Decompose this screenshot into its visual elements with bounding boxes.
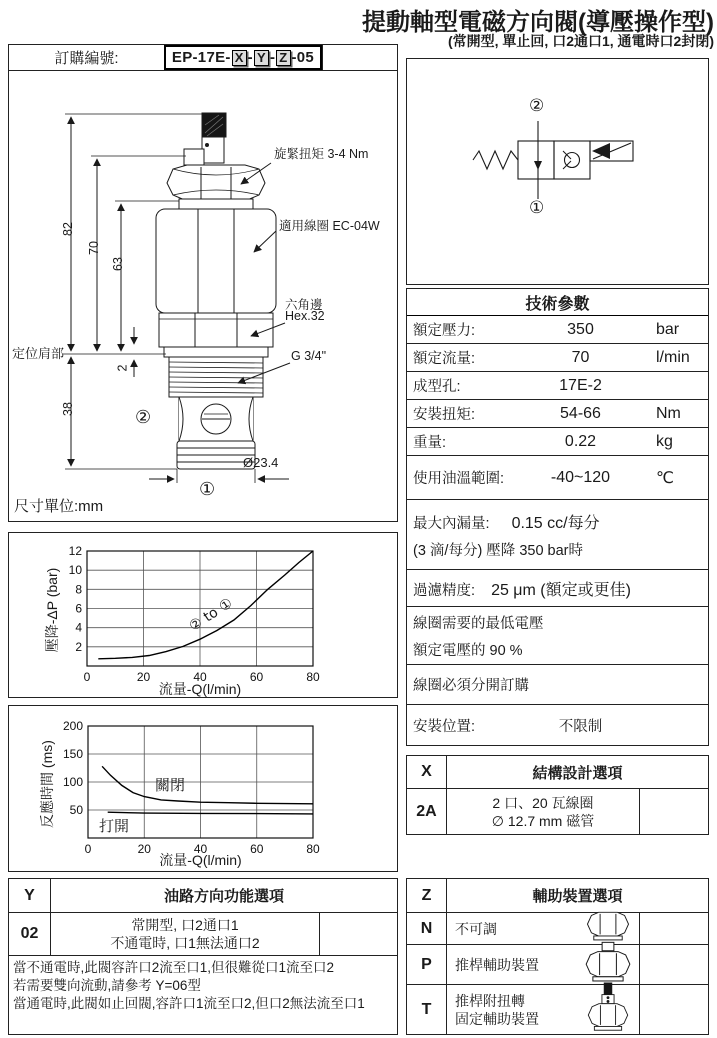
thread-size-label: G 3/4" [291, 349, 327, 363]
y-letter: Y [9, 879, 51, 912]
param-unit: Nm [656, 404, 681, 422]
y-header-row [9, 879, 397, 913]
chart2-x-axis-label: 流量-Q(l/min) [159, 852, 242, 868]
table-row [407, 428, 708, 456]
y-options-table [8, 878, 398, 1035]
svg-text:10: 10 [68, 563, 82, 578]
coil-type-label: 適用線圈 EC-04W [279, 219, 380, 233]
z-option-empty-cell [639, 913, 708, 944]
z-option-code-p: P [407, 945, 447, 984]
param-unit: l/min [656, 348, 690, 366]
x-option-code: 2A [407, 789, 447, 834]
page-title: 提動軸型電磁方向閥(導壓操作型) [362, 9, 714, 36]
table-row [407, 400, 708, 428]
z-option-empty-cell [639, 945, 708, 984]
svg-text:80: 80 [306, 670, 320, 684]
param-label: 重量: [413, 435, 447, 451]
table-row [407, 456, 708, 500]
y-option-desc-line1: 常開型, 口2通口1 [131, 917, 239, 933]
param-value: 不限制 [558, 718, 603, 735]
svg-text:40: 40 [193, 842, 208, 856]
z-option-code-n: N [407, 913, 447, 944]
filtration-line [413, 577, 708, 600]
y-note-line1: 當不通電時,此閥容許口2流至口1,但很難從口1流至口2 [13, 960, 335, 975]
table-row [407, 316, 708, 344]
x-header-row [407, 756, 708, 789]
z-option-p-text: 推桿輔助裝置 [455, 956, 539, 973]
y-option-empty-cell [319, 913, 397, 955]
x-letter: X [407, 756, 447, 788]
z-option-t-text-line1: 推桿附扭轉 [455, 992, 525, 1009]
coil-voltage-line1: 線圈需要的最低電壓 [413, 615, 544, 632]
dim-70-label: 70 [86, 241, 101, 255]
hydraulic-symbol-panel [406, 58, 709, 285]
z-option-n-text: 不可調 [455, 920, 497, 937]
chart-pressure-drop [8, 532, 398, 698]
param-value: 17E-2 [559, 376, 602, 394]
order-code-suffix: -05 [291, 49, 315, 66]
svg-text:80: 80 [306, 842, 320, 856]
leakage-line2: (3 滴/每分) 壓降 350 bar時 [413, 542, 584, 559]
chart1-y-axis-label: 壓降-ΔP (bar) [44, 567, 60, 653]
z-letter: Z [407, 879, 447, 912]
table-row [407, 344, 708, 372]
chart1-flow-path-annotation: ② to ① [186, 595, 236, 635]
chart2-y-axis-label: 反應時間 (ms) [39, 740, 55, 828]
tech-params-table [406, 288, 709, 746]
param-label: 成型孔: [413, 379, 461, 395]
ordering-section [8, 44, 398, 71]
svg-text:12: 12 [68, 544, 82, 558]
x-option-desc-line2: ∅ 12.7 mm 磁管 [491, 812, 595, 829]
x-option-desc-line1: 2 口、20 瓦線圈 [492, 794, 594, 811]
order-code-z-box: Z [276, 50, 290, 66]
order-code [164, 45, 322, 70]
x-option-empty-cell [639, 789, 708, 834]
param-value: 25 μm (額定或更佳) [491, 581, 631, 599]
coil-order-note: 線圈必須分開訂購 [413, 678, 529, 694]
valve-drawing [9, 71, 399, 523]
param-value: 0.15 cc/每分 [511, 514, 600, 532]
x-option-desc [447, 789, 639, 834]
hex-size-label: Hex.32 [285, 309, 325, 323]
open-curve-label: 打開 [99, 818, 130, 835]
order-code-prefix: EP-17E- [171, 49, 231, 66]
x-header: 結構設計選項 [532, 764, 623, 782]
order-number-label: 訂購編號: [54, 50, 119, 67]
order-code-y-box: Y [254, 50, 269, 66]
z-options-table [406, 878, 709, 1035]
coil-voltage-line2: 額定電壓的 90 % [413, 642, 523, 659]
table-row [407, 789, 708, 834]
z-option-empty-cell [639, 985, 708, 1034]
y-option-desc [51, 913, 319, 955]
y-function-notes [9, 956, 397, 1016]
svg-text:50: 50 [69, 803, 83, 817]
dim-2-label: 2 [115, 364, 130, 372]
close-curve-label: 關閉 [155, 777, 186, 794]
table-row [407, 570, 708, 607]
z-option-code-t: T [407, 985, 447, 1034]
table-row [407, 945, 708, 985]
symbol-port-2: ② [529, 96, 545, 116]
param-label: 最大內漏量: [413, 515, 490, 532]
y-header: 油路方向功能選項 [163, 888, 284, 905]
y-option-desc-line2: 不通電時, 口1無法通口2 [110, 935, 260, 951]
symbol-port-1: ① [529, 198, 545, 218]
dimension-unit-note: 尺寸單位:mm [14, 498, 104, 515]
table-row [407, 913, 708, 945]
param-unit: ℃ [656, 469, 674, 487]
svg-text:100: 100 [62, 775, 83, 789]
tightening-torque-label: 旋緊扭矩 3-4 Nm [274, 147, 369, 161]
svg-text:150: 150 [62, 747, 83, 761]
z-header: 輔助裝置選項 [532, 888, 623, 905]
svg-text:40: 40 [193, 670, 207, 684]
page-subtitle: (常開型, 單止回, 口2通口1, 通電時口2封閉) [447, 33, 714, 49]
z-header-row [407, 879, 708, 913]
param-value: 54-66 [560, 404, 601, 422]
svg-text:8: 8 [75, 582, 82, 597]
param-value: 0.22 [564, 432, 597, 450]
table-row [407, 665, 708, 705]
y-note-line2: 若需要雙向流動,請參考 Y=06型 [13, 978, 201, 993]
svg-text:0: 0 [84, 842, 92, 856]
table-row [9, 913, 397, 956]
table-row [407, 372, 708, 400]
svg-text:60: 60 [250, 842, 264, 856]
param-label: 使用油溫範圍: [413, 471, 505, 487]
order-code-sep2: - [269, 49, 276, 66]
order-empty-cell [322, 45, 397, 70]
order-code-sep1: - [247, 49, 253, 66]
tech-params-header: 技術參數 [407, 289, 708, 316]
leakage-line1 [413, 510, 708, 533]
param-label: 額定流量: [413, 351, 476, 367]
table-row [407, 607, 708, 665]
param-value: 70 [571, 348, 590, 366]
param-unit: bar [656, 320, 680, 338]
param-label: 額定壓力: [413, 323, 476, 339]
svg-text:20: 20 [136, 670, 151, 684]
locating-shoulder-label: 定位肩部 [12, 346, 65, 361]
port-1-marker: ① [199, 479, 216, 500]
table-row [407, 705, 708, 745]
svg-text:2: 2 [75, 639, 82, 654]
param-value: 350 [567, 320, 594, 338]
table-row [407, 985, 708, 1034]
dim-63-label: 63 [110, 257, 125, 271]
param-label: 過濾精度: [413, 582, 476, 599]
x-options-table [406, 755, 709, 835]
hex-edge-label: 六角邊 [285, 298, 323, 312]
chart1-x-axis-label: 流量-Q(l/min) [158, 681, 242, 697]
dim-38-label: 38 [60, 402, 75, 416]
dim-82-label: 82 [60, 222, 75, 236]
order-code-x-box: X [232, 50, 247, 66]
svg-text:20: 20 [137, 842, 151, 856]
port-2-marker: ② [135, 407, 152, 428]
svg-text:4: 4 [75, 620, 82, 635]
response-time-plot [9, 706, 399, 873]
hydraulic-symbol [407, 59, 708, 284]
param-label: 安裝扭矩: [413, 407, 476, 423]
table-row [407, 500, 708, 570]
y-option-code: 02 [9, 913, 51, 955]
valve-drawing-panel [8, 70, 398, 522]
dim-diameter-label: Ø23.4 [243, 455, 279, 470]
param-value: -40~120 [550, 468, 611, 486]
z-option-t-text-line2: 固定輔助裝置 [455, 1010, 539, 1027]
param-unit: kg [656, 432, 673, 450]
svg-text:6: 6 [75, 601, 82, 616]
chart-response-time [8, 705, 398, 872]
param-label: 安裝位置: [413, 718, 476, 735]
svg-text:60: 60 [249, 670, 264, 684]
y-note-line3: 當通電時,此閥如止回閥,容許口1流至口2,但口2無法流至口1 [13, 996, 365, 1011]
svg-text:0: 0 [83, 670, 91, 684]
svg-text:200: 200 [62, 719, 83, 733]
knob-drawing-p [582, 941, 634, 988]
knob-drawing-t [582, 982, 634, 1037]
